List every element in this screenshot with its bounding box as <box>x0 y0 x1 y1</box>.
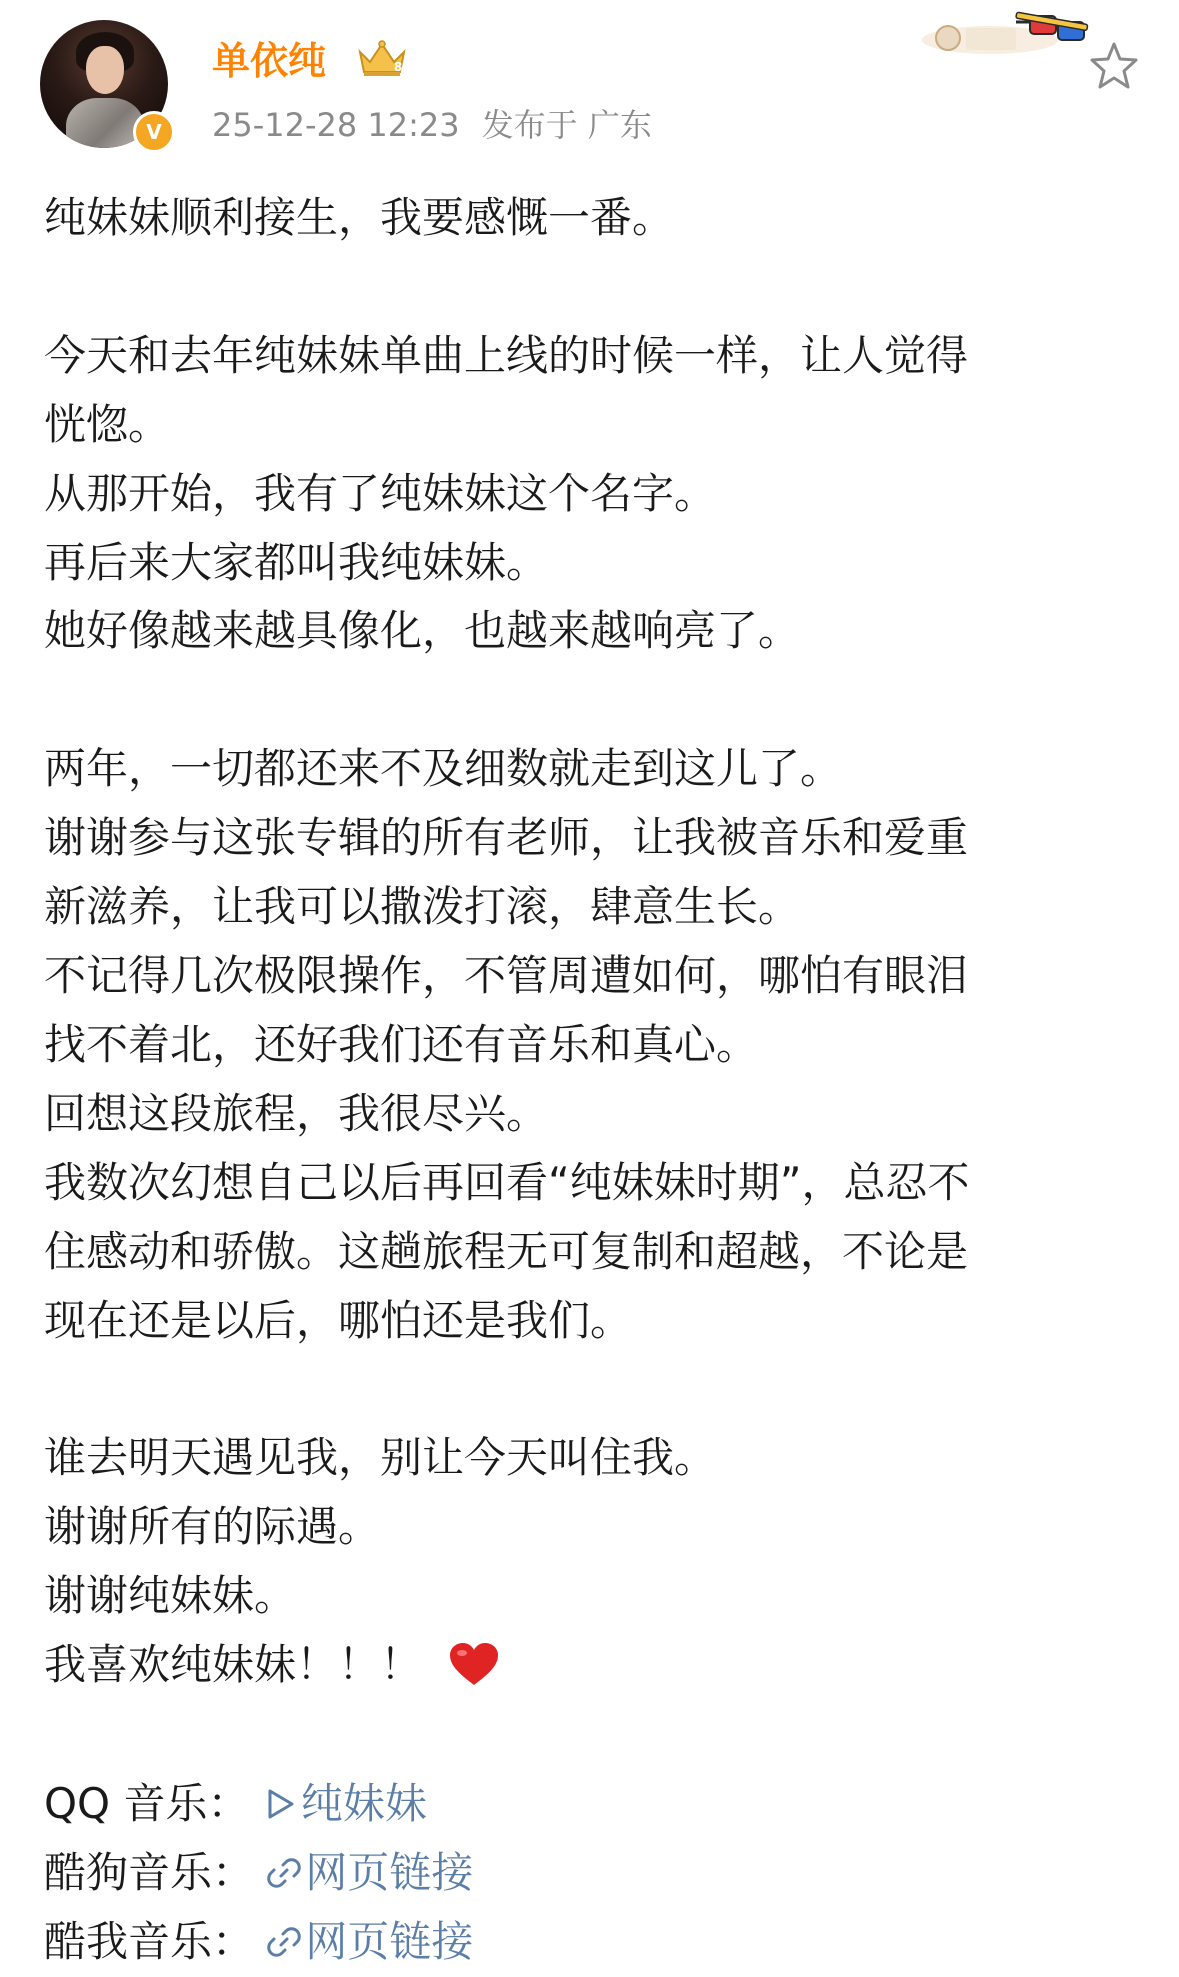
post-line: 今天和去年纯妹妹单曲上线的时候一样，让人觉得 <box>44 330 969 380</box>
post-line: 再后来大家都叫我纯妹妹。 <box>44 537 549 587</box>
post-timestamp: 25-12-28 12:23 <box>212 106 460 144</box>
post-line: 谁去明天遇见我，别让今天叫住我。 <box>44 1433 717 1483</box>
post-line: 两年，一切都还来不及细数就走到这儿了。 <box>44 744 843 794</box>
avatar-body <box>66 98 144 148</box>
music-link-label: 酷我音乐： <box>44 1916 255 1966</box>
post-line: 从那开始，我有了纯妹妹这个名字。 <box>44 468 717 518</box>
post-line: 不记得几次极限操作，不管周遭如何，哪怕有眼泪 <box>44 950 969 1000</box>
post-line: 回想这段旅程，我很尽兴。 <box>44 1088 549 1138</box>
post-line: 谢谢纯妹妹。 <box>44 1571 297 1621</box>
3d-glasses-badge-icon <box>920 8 1095 58</box>
post-line: 她好像越来越具像化，也越来越响亮了。 <box>44 606 801 656</box>
post-line: 住感动和骄傲。这趟旅程无可复制和超越，不论是 <box>44 1226 969 1276</box>
music-link-row-kuwo <box>44 1908 1144 1977</box>
post-line: 现在还是以后，哪怕还是我们。 <box>44 1295 633 1345</box>
music-link-label: 酷狗音乐： <box>44 1847 255 1897</box>
qq-music-link-text: 纯妹妹 <box>300 1779 427 1828</box>
qq-music-link[interactable] <box>263 1779 427 1828</box>
link-icon <box>267 1856 301 1890</box>
post-line: 谢谢参与这张专辑的所有老师，让我被音乐和爱重 <box>44 813 969 863</box>
post-line: 纯妹妹顺利接生，我要感慨一番。 <box>44 193 675 242</box>
username[interactable]: 单依纯 <box>212 39 327 83</box>
play-icon <box>263 1787 297 1821</box>
music-link-row-kugou <box>44 1839 1144 1908</box>
post-line <box>44 1355 1154 1424</box>
kuwo-music-link[interactable] <box>267 1917 473 1966</box>
post-location: 发布于 广东 <box>481 106 652 144</box>
music-link-row-qq <box>44 1770 1144 1839</box>
post-body <box>44 184 1154 1700</box>
heart-icon <box>448 1641 500 1687</box>
music-link-label: QQ 音乐： <box>44 1779 250 1828</box>
post-last-line-text: 我喜欢纯妹妹！！！ <box>44 1640 423 1690</box>
verified-badge-icon: V <box>133 111 175 153</box>
post-line: 找不着北，还好我们还有音乐和真心。 <box>44 1019 759 1069</box>
link-icon <box>267 1925 301 1959</box>
post-line: 谢谢所有的际遇。 <box>44 1502 381 1552</box>
music-links <box>44 1770 1144 1977</box>
post-line: 恍惚。 <box>44 399 171 449</box>
kugou-music-link[interactable] <box>267 1848 473 1897</box>
avatar-face <box>86 46 124 94</box>
star-icon[interactable] <box>1088 40 1140 92</box>
post-last-line <box>44 1631 1154 1700</box>
post-line: 我数次幻想自己以后再回看“纯妹妹时期”，总忍不 <box>44 1157 970 1207</box>
kugou-music-link-text: 网页链接 <box>305 1847 474 1897</box>
post-meta <box>212 100 652 146</box>
svg-text:8: 8 <box>394 60 403 74</box>
post-line: 新滋养，让我可以撒泼打滚，肆意生长。 <box>44 882 801 932</box>
kuwo-music-link-text: 网页链接 <box>305 1916 474 1966</box>
post-line <box>44 666 1154 735</box>
post-header <box>0 0 1179 150</box>
crown-icon <box>356 38 408 78</box>
post-line <box>44 253 1154 322</box>
